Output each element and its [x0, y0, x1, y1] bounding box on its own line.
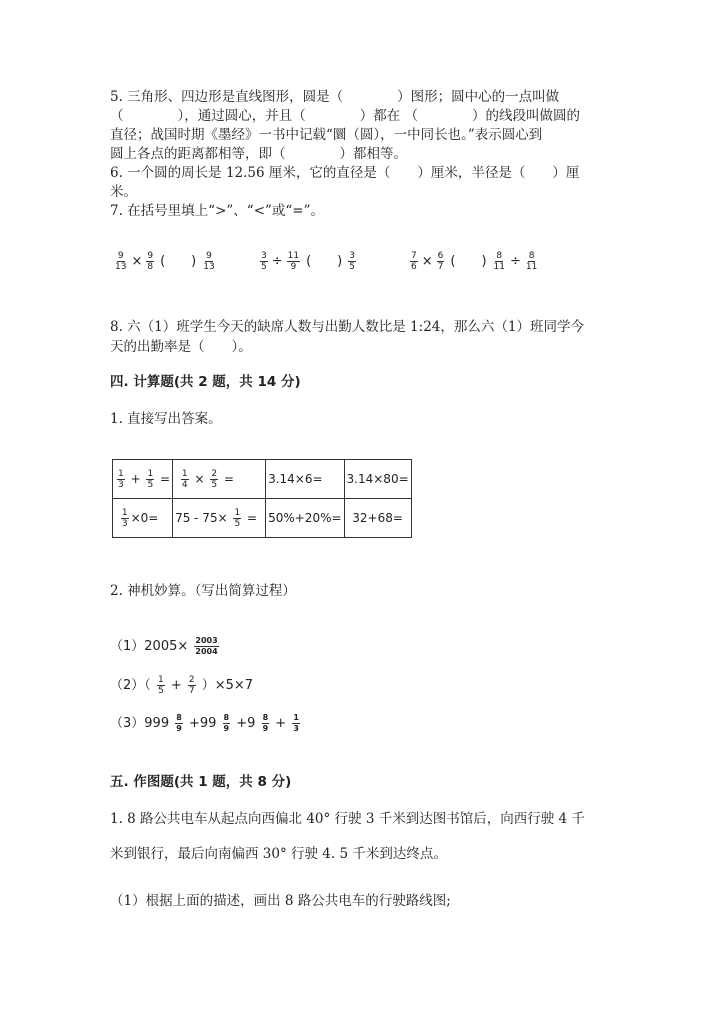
compare-item-2: [258, 250, 358, 272]
expression-head: 75 - 75×: [175, 510, 228, 525]
operator: ×: [194, 471, 205, 486]
table-cell: [113, 499, 173, 538]
compare-item-1: [112, 250, 218, 272]
fraction: $\frac{1}{5}$: [147, 468, 154, 490]
fraction: $\frac{1}{4}$: [181, 468, 188, 490]
q5-line2: （ ），通过圆心，并且（ ）都在 （ ）的线段叫做圆的: [110, 108, 581, 124]
fraction: $\frac{11}{9}$: [287, 251, 300, 272]
q6-line1: 6. 一个圆的周长是 12.56 厘米，它的直径是（ ）厘米，半径是（ ）厘: [110, 165, 580, 181]
expression-2: [110, 675, 253, 696]
fraction: $\frac{2}{7}$: [188, 675, 195, 696]
expression-3: [110, 713, 302, 734]
expression-tail: ）×5×7: [201, 678, 254, 693]
table-cell: [173, 460, 266, 499]
fraction: $\frac{1}{3}$: [293, 713, 299, 733]
operator: ×: [131, 254, 143, 269]
operator: +: [275, 716, 287, 731]
table-cell: [113, 460, 173, 499]
section4-q1: 1. 直接写出答案。: [110, 411, 222, 427]
fraction: $\frac{1}{3}$: [121, 507, 128, 529]
fraction: $\frac{8}{11}$: [525, 251, 538, 272]
table-cell: [173, 499, 266, 538]
expression-tail: ×0=: [130, 510, 159, 525]
section5-q1-line1: 1. 8 路公共电车从起点向西偏北 40° 行驶 3 千米到达图书馆后，向西行驶 4 千: [110, 811, 585, 827]
q5-line1: 5. 三角形、四边形是直线图形，圆是（ ）图形；圆中心的一点叫做: [110, 89, 560, 105]
answer-blank[interactable]: ( ): [450, 254, 487, 269]
q8-line2: 天的出勤率是（ ）。: [110, 339, 252, 355]
term: +9: [236, 716, 256, 731]
fraction: $\frac{1}{5}$: [234, 507, 241, 529]
equals: =: [223, 471, 234, 486]
fraction: $\frac{2}{5}$: [211, 468, 218, 490]
calc-table: [112, 459, 412, 538]
table-cell: 3.14×80=: [344, 460, 411, 499]
operator: +: [130, 471, 141, 486]
fraction: $\frac{3}{5}$: [261, 251, 267, 272]
expression-label: （1）2005×: [110, 639, 189, 654]
fraction: $\frac{6}{7}$: [437, 251, 444, 272]
operator: ÷: [271, 254, 283, 269]
compare-item-3: [408, 250, 540, 272]
expression-1: [110, 636, 221, 657]
section5-sub1: （1）根据上面的描述，画出 8 路公共电车的行驶路线图;: [110, 893, 451, 909]
fraction: $\frac{3}{5}$: [349, 251, 355, 272]
fraction: $\frac{9}{8}$: [147, 251, 154, 272]
fraction: $\frac{8}{9}$: [176, 713, 182, 733]
fraction: $\frac{8}{9}$: [262, 713, 269, 733]
operator: ×: [421, 254, 433, 269]
fraction: $\frac{1}{3}$: [118, 468, 124, 490]
q5-line3: 直径；战国时期《墨经》一书中记载“圜（圆），一中同长也。”表示圆心到: [110, 127, 543, 143]
expression-label: （2）: [110, 678, 145, 693]
section5-q1-line2: 米到银行，最后向南偏西 30° 行驶 4. 5 千米到达终点。: [110, 846, 447, 862]
answer-blank[interactable]: ( ): [306, 254, 343, 269]
q5-line4: 圆上各点的距离都相等，即（ ）都相等。: [110, 146, 407, 162]
section4-q2: 2. 神机妙算。（写出简算过程）: [110, 583, 296, 599]
table-row: [113, 499, 412, 538]
fraction: $\frac{8}{11}$: [493, 251, 505, 272]
expression-label: （3）999: [110, 716, 170, 731]
fraction: $\frac{9}{13}$: [115, 251, 127, 272]
q7-instruction: 7. 在括号里填上“>”、“<”或“=”。: [110, 203, 325, 219]
fraction: $\frac{2003}{2004}$: [195, 636, 218, 656]
operator: +: [170, 678, 182, 693]
section5-title: 五. 作图题(共 1 题，共 8 分): [110, 774, 292, 790]
paren: （: [144, 678, 151, 693]
table-row: [113, 460, 412, 499]
table-cell: 50%+20%=: [266, 499, 344, 538]
q6-line2: 米。: [110, 184, 137, 200]
equals: =: [247, 510, 258, 525]
operator: ÷: [509, 254, 521, 269]
section4-title: 四. 计算题(共 2 题，共 14 分): [110, 374, 301, 390]
answer-blank[interactable]: ( ): [160, 254, 197, 269]
table-cell: 32+68=: [344, 499, 411, 538]
fraction: $\frac{9}{13}$: [203, 251, 215, 272]
fraction: $\frac{1}{5}$: [157, 675, 164, 696]
term: +99: [188, 716, 217, 731]
fraction: $\frac{8}{9}$: [223, 713, 230, 733]
fraction: $\frac{7}{6}$: [411, 251, 417, 272]
q8-line1: 8. 六（1）班学生今天的缺席人数与出勤人数比是 1:24，那么六（1）班同学今: [110, 319, 584, 335]
table-cell: 3.14×6=: [266, 460, 344, 499]
equals: =: [160, 471, 171, 486]
